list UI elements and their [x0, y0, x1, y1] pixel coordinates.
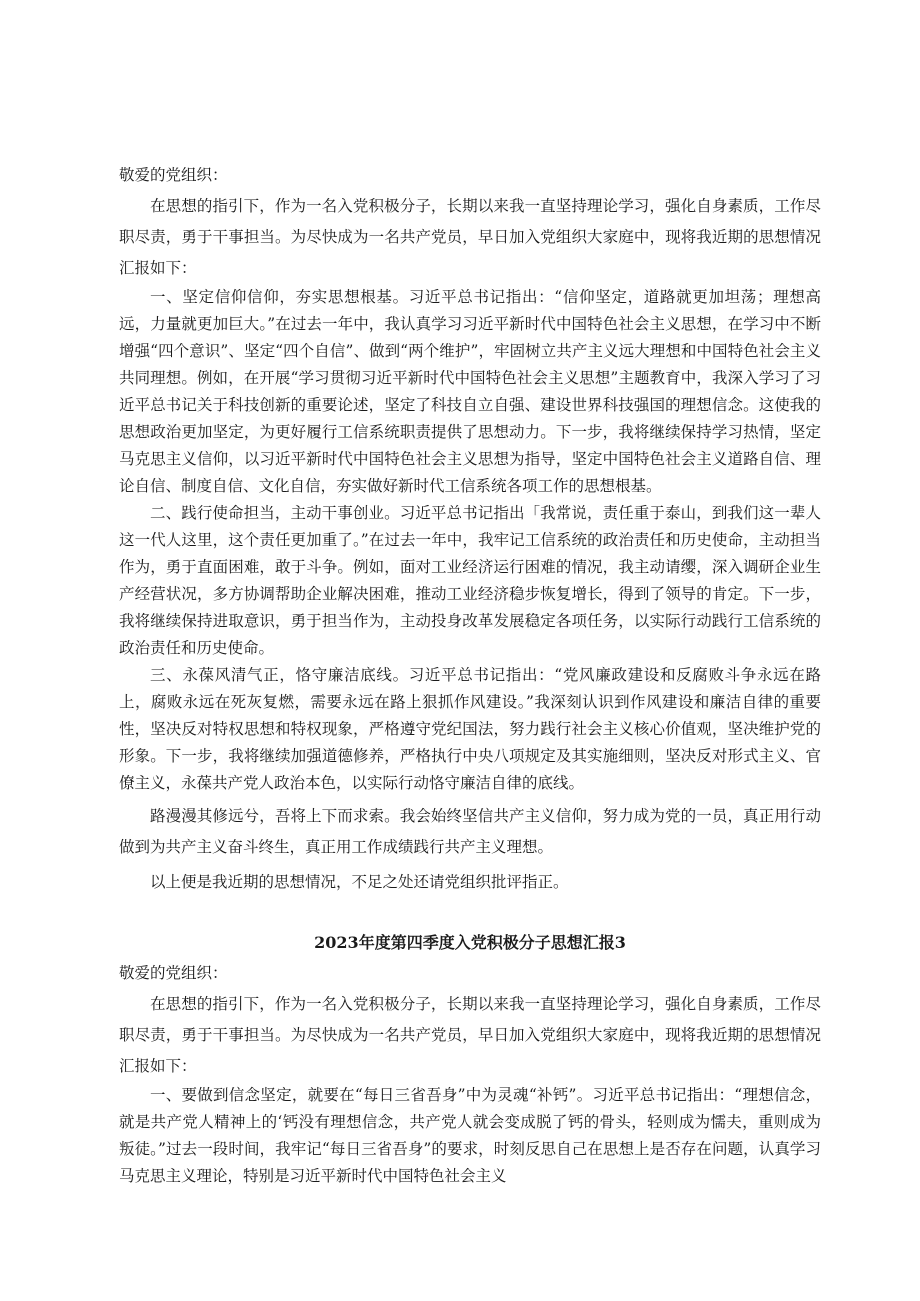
intro-paragraph-2: 在思想的指引下，作为一名入党积极分子，长期以来我一直坚持理论学习，强化自身素质，工作尽职尽责，勇于干事担当。为尽快成为一名共产党员，早日加入党组织大家庭中，现将我近期的思想情况汇报如下：	[119, 995, 821, 1075]
greeting-2: 敬爱的党组织：	[119, 964, 228, 982]
document-page	[119, 160, 821, 1190]
point-two-paragraph: 二、践行使命担当，主动干事创业。习近平总书记指出「我常说，责任重于泰山，到我们这一辈人这一代人这里，这个责任更加重了。”在过去一年中，我牢记工信系统的政治责任和历史使命，主动担当作为，勇于直面困难，敢于斗争。例如，面对工业经济运行困难的情况，我主动请缨，深入调研企业生产经营状况，多方协调帮助企业解决困难，推动工业经济稳步恢复增长，得到了领导的肯定。下一步，我将继续保持进取意识，勇于担当作为，主动投身改革发展稳定各项任务，以实际行动践行工信系统的政治责任和历史使命。	[119, 504, 821, 657]
intro-paragraph-1: 在思想的指引下，作为一名入党积极分子，长期以来我一直坚持理论学习，强化自身素质，工作尽职尽责，勇于干事担当。为尽快成为一名共产党员，早日加入党组织大家庭中，现将我近期的思想情况汇报如下：	[119, 197, 821, 277]
final-paragraph: 以上便是我近期的思想情况，不足之处还请党组织批评指正。	[150, 873, 569, 891]
point-one-paragraph-2: 一、要做到信念坚定，就要在“每日三省吾身”中为灵魂“补钙”。习近平总书记指出：“理想信念，就是共产党人精神上的‘钙没有理想信念，共产党人就会变成脱了钙的骨头，轻则成为懦夫，重则成为叛徒。”过去一段时间，我牢记“每日三省吾身”的要求，时刻反思自己在思想上是否存在问题，认真学习马克思主义理论，特别是习近平新时代中国特色社会主义	[119, 1086, 821, 1185]
greeting-1: 敬爱的党组织：	[119, 166, 228, 184]
closing-paragraph: 路漫漫其修远兮，吾将上下而求索。我会始终坚信共产主义信仰，努力成为党的一员，真正用行动做到为共产主义奋斗终生，真正用工作成绩践行共产主义理想。	[119, 807, 821, 856]
point-one-paragraph: 一、坚定信仰信仰，夯实思想根基。习近平总书记指出：“信仰坚定，道路就更加坦荡；理想高远，力量就更加巨大。”在过去一年中，我认真学习习近平新时代中国特色社会主义思想，在学习中不断增强“四个意识”、坚定“四个自信”、做到“两个维护”，牢固树立共产主义远大理想和中国特色社会主义共同理想。例如，在开展“学习贯彻习近平新时代中国特色社会主义思想”主题教育中，我深入学习了习近平总书记关于科技创新的重要论述，坚定了科技自立自强、建设世界科技强国的理想信念。这使我的思想政治更加坚定，为更好履行工信系统职责提供了思想动力。下一步，我将继续保持学习热情，坚定马克思主义信仰，以习近平新时代中国特色社会主义思想为指导，坚定中国特色社会主义道路自信、理论自信、制度自信、文化自信，夯实做好新时代工信系统各项工作的思想根基。	[119, 288, 821, 495]
point-three-paragraph: 三、永葆风清气正，恪守廉洁底线。习近平总书记指出：“党风廉政建设和反腐败斗争永远在路上，腐败永远在死灰复燃，需要永远在路上狠抓作风建设。”我深刻认识到作风建设和廉洁自律的重要性，坚决反对特权思想和特权现象，严格遵守党纪国法，努力践行社会主义核心价值观，坚决维护党的形象。下一步，我将继续加强道德修养，严格执行中央八项规定及其实施细则，坚决反对形式主义、官僚主义，永葆共产党人政治本色，以实际行动恪守廉洁自律的底线。	[119, 666, 821, 792]
section-title: 2023年度第四季度入党积极分子思想汇报3	[314, 933, 626, 952]
